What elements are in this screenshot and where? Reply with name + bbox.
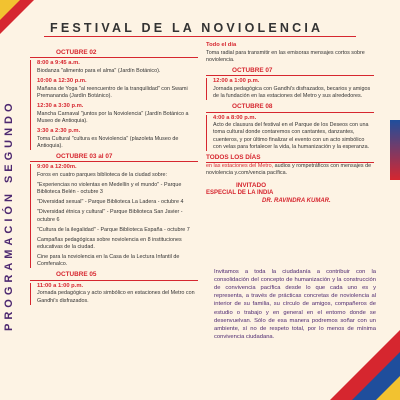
event-text: Biodanza "alimento para el alma" (Jardín Botánico). <box>37 68 161 75</box>
event-text: Cine para la noviolencia en la Casa de la Lectura Infantil de Comfenalco. <box>37 254 180 268</box>
event-time: 11:00 a 1:00 p.m. <box>37 282 84 289</box>
event-item <box>37 254 198 268</box>
event-text: Mañana de Yoga "al reencuentro de la tranquilidad" con Swami Premananda (Jardín Botánico). <box>37 85 188 99</box>
date-block <box>206 115 374 151</box>
guest-name: DR. RAVINDRA KUMAR. <box>262 197 331 204</box>
event-item <box>37 199 198 206</box>
event-text: Acto de clausura del festival en el Parque de los Deseos con una toma cultural donde contaremos con cantantes, danzantes, cuenteros, y por último finalizar el evento con un acto simbólico con velas para fortalecer la vida, la humanización y la esperanza. <box>213 122 370 150</box>
event-item <box>37 164 198 179</box>
event-text: "Diversidad sexual" - Parque Biblioteca La Ladera - octubre 4 <box>37 199 184 206</box>
date-block <box>206 78 374 100</box>
daily-body: audios y rompetráficos con mensajes de noviolencia y.com/vencia pacífica. <box>206 163 372 177</box>
event-time: 10:00 a 12:30 p.m. <box>37 78 87 85</box>
event-time: 9:00 a 12:00m. <box>37 164 77 171</box>
date-heading: OCTUBRE 07 <box>206 67 374 76</box>
event-time: 12:30 a 3:30 p.m. <box>37 103 84 110</box>
event-item <box>37 283 198 305</box>
event-text: "Cultura de la ilegalidad" - Parque Biblioteca España - octubre 7 <box>37 226 190 233</box>
event-text: Foros en cuatro parques biblioteca de la ciudad sobre: <box>37 171 168 178</box>
edge-decoration <box>390 120 400 180</box>
invitation-text: Invitamos a toda la ciudadanía a contribuir con la consolidación del concepto de humanización y la construcción de convivencia pacífica desde lo que cada uno es y representa, a través de prácticas concretas de noviolencia al interior de su familia, su círculo de amigos, compañeros de estudio o trabajo y en general en el entorno donde se desenvuelvan. Sólo de esa manera podremos soñar con un ambiente, sí no de respeto total, por lo menos de mínima convivencia ciudadana. <box>214 269 376 340</box>
daily-heading: TODOS LOS DÍAS <box>206 154 374 163</box>
guest-origin: ESPECIAL DE LA INDIA <box>206 189 274 196</box>
title-divider <box>44 36 356 37</box>
right-column <box>206 42 374 206</box>
date-block <box>30 164 198 268</box>
event-item <box>37 128 198 150</box>
date-heading: OCTUBRE 03 al 07 <box>30 153 198 162</box>
event-text: Toma Cultural "cultura es Noviolencia" (plazoleta Museo de Antioquia). <box>37 135 179 149</box>
event-text: "Experiencias no violentas en Medellín y el mundo" - Parque Biblioteca Belén - octubre 3 <box>37 182 182 196</box>
event-time: 8:00 a 9:45 a.m. <box>37 60 80 67</box>
guest-heading: INVITADO <box>236 181 267 189</box>
event-text: Mancha Carnaval "juntos por la Noviolencia" (Jardín Botánico a Museo de Antioquia). <box>37 110 189 124</box>
corner-decoration-yellow <box>0 0 20 20</box>
event-text: Campañas pedagógicas sobre noviolencia en 8 instituciones educativas de la ciudad. <box>37 236 182 250</box>
event-item <box>37 78 198 100</box>
event-time: 4:00 a 8:00 p.m. <box>213 114 257 121</box>
event-item <box>37 103 198 125</box>
event-item <box>213 115 374 151</box>
event-time: 3:30 a 2:30 p.m. <box>37 128 81 134</box>
event-item <box>37 182 198 196</box>
date-block <box>30 283 198 305</box>
left-column <box>30 46 198 308</box>
event-item <box>37 209 198 223</box>
sidebar-title: PROGRAMACIÓN SEGUNDO <box>3 99 15 331</box>
daily-lead: en las estaciones del Metro, <box>206 163 274 170</box>
event-item <box>37 237 198 251</box>
event-item <box>37 227 198 234</box>
daily-text <box>206 163 374 177</box>
corner-decoration-yellow <box>376 376 400 400</box>
event-text: Toma radial para transmitir en las emisoras mensajes cortos sobre noviolencia. <box>206 49 365 63</box>
event-time: 12:00 a 1:00 p.m. <box>213 78 260 85</box>
date-heading: OCTUBRE 02 <box>30 49 198 58</box>
date-block <box>30 60 198 149</box>
event-item <box>206 42 374 64</box>
date-heading: OCTUBRE 05 <box>30 271 198 280</box>
event-item <box>213 78 374 100</box>
page-title: FESTIVAL DE LA NOVIOLENCIA <box>50 21 324 35</box>
event-text: Jornada pedagógica y acto simbólico en estaciones del Metro con Gandhi's disfrazados. <box>37 290 195 304</box>
date-heading: OCTUBRE 08 <box>206 103 374 112</box>
event-text: "Diversidad étnica y cultural" - Parque Biblioteca San Javier - octubre 6 <box>37 209 183 223</box>
event-time: Todo el día <box>206 42 237 48</box>
event-text: Jornada pedagógica con Gandhi's disfrazados, becarios y amigos de la fundación en las estaciones del Metro y sus alrededores. <box>213 85 371 100</box>
event-item <box>37 60 198 75</box>
